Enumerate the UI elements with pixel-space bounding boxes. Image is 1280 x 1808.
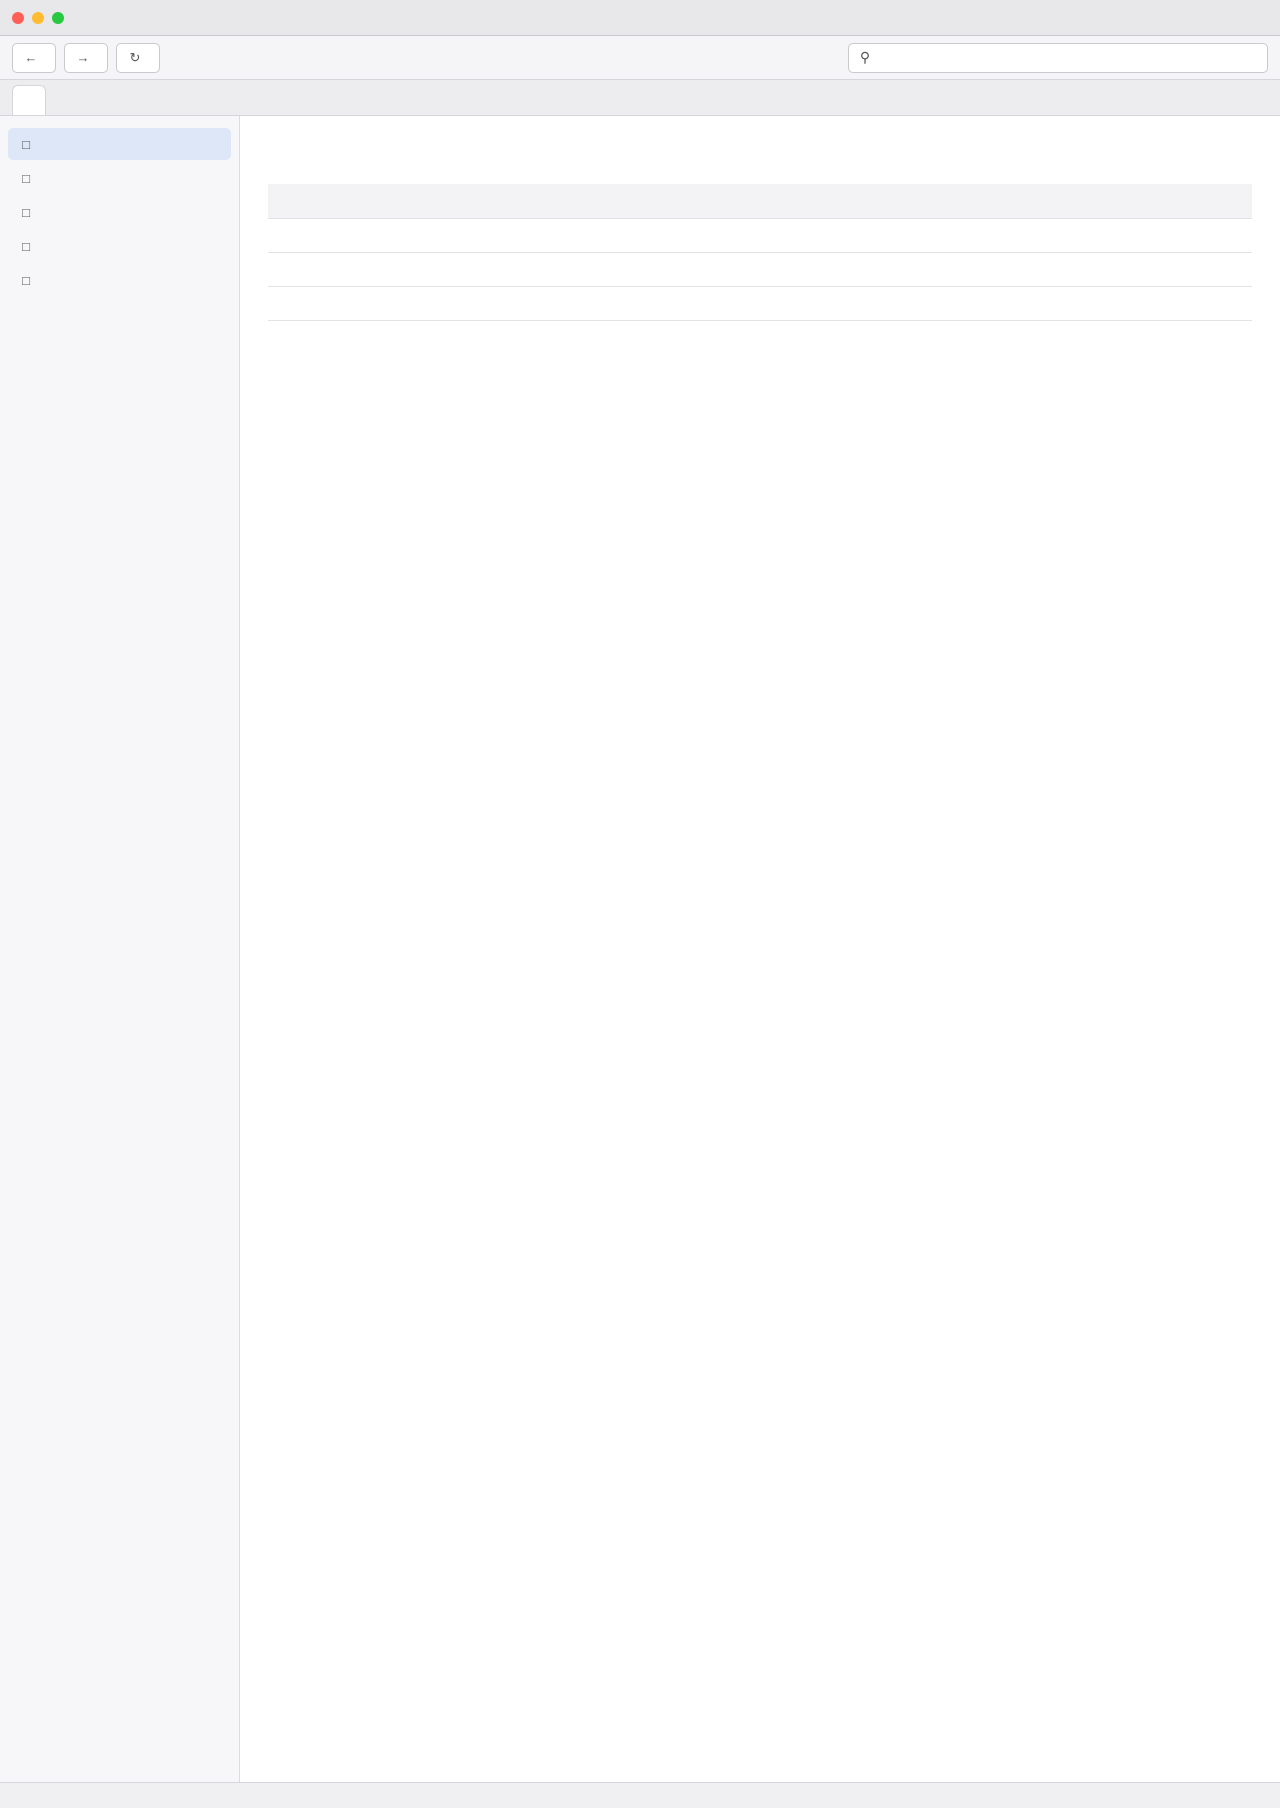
data-table xyxy=(268,184,1252,321)
sidebar-item-4[interactable] xyxy=(8,230,231,262)
back-button[interactable] xyxy=(12,43,56,73)
arrow-left-icon: ← xyxy=(24,50,38,65)
table-cell xyxy=(268,218,596,252)
search-box[interactable] xyxy=(848,43,1268,73)
minimize-window-button[interactable] xyxy=(32,12,44,24)
title-bar xyxy=(0,0,1280,36)
search-icon: ⚲ xyxy=(859,49,871,65)
table-cell xyxy=(596,286,924,320)
column-header[interactable] xyxy=(924,184,1252,218)
forward-button[interactable] xyxy=(64,43,108,73)
content-area xyxy=(0,116,1280,1782)
main-panel xyxy=(240,116,1280,1782)
table-cell xyxy=(924,218,1252,252)
toolbar xyxy=(0,36,1280,80)
table-cell xyxy=(924,286,1252,320)
table-cell xyxy=(924,252,1252,286)
table-row[interactable] xyxy=(268,252,1252,286)
search-input[interactable] xyxy=(879,50,1259,65)
sidebar-item-3[interactable] xyxy=(8,196,231,228)
table-cell xyxy=(596,252,924,286)
tab-1[interactable] xyxy=(12,85,46,115)
folder-icon: □ xyxy=(22,204,30,220)
folder-icon: □ xyxy=(22,272,30,288)
tab-2[interactable] xyxy=(48,85,82,115)
table-cell xyxy=(268,252,596,286)
tab-3[interactable] xyxy=(84,85,118,115)
table-row[interactable] xyxy=(268,286,1252,320)
close-window-button[interactable] xyxy=(12,12,24,24)
refresh-button[interactable] xyxy=(116,43,160,73)
table-cell xyxy=(268,286,596,320)
column-header[interactable] xyxy=(596,184,924,218)
sidebar-item-1[interactable] xyxy=(8,128,231,160)
table-cell xyxy=(596,218,924,252)
folder-icon: □ xyxy=(22,136,30,152)
sidebar-item-2[interactable] xyxy=(8,162,231,194)
tab-strip xyxy=(0,80,1280,116)
sidebar xyxy=(0,116,240,1782)
table-header-row xyxy=(268,184,1252,218)
folder-icon: □ xyxy=(22,170,30,186)
status-bar xyxy=(0,1782,1280,1808)
folder-icon: □ xyxy=(22,238,30,254)
table-row[interactable] xyxy=(268,218,1252,252)
refresh-icon: ↻ xyxy=(129,49,141,65)
page-title xyxy=(268,140,1252,168)
sidebar-item-5[interactable] xyxy=(8,264,231,296)
maximize-window-button[interactable] xyxy=(52,12,64,24)
column-header[interactable] xyxy=(268,184,596,218)
arrow-right-icon: → xyxy=(76,50,90,65)
